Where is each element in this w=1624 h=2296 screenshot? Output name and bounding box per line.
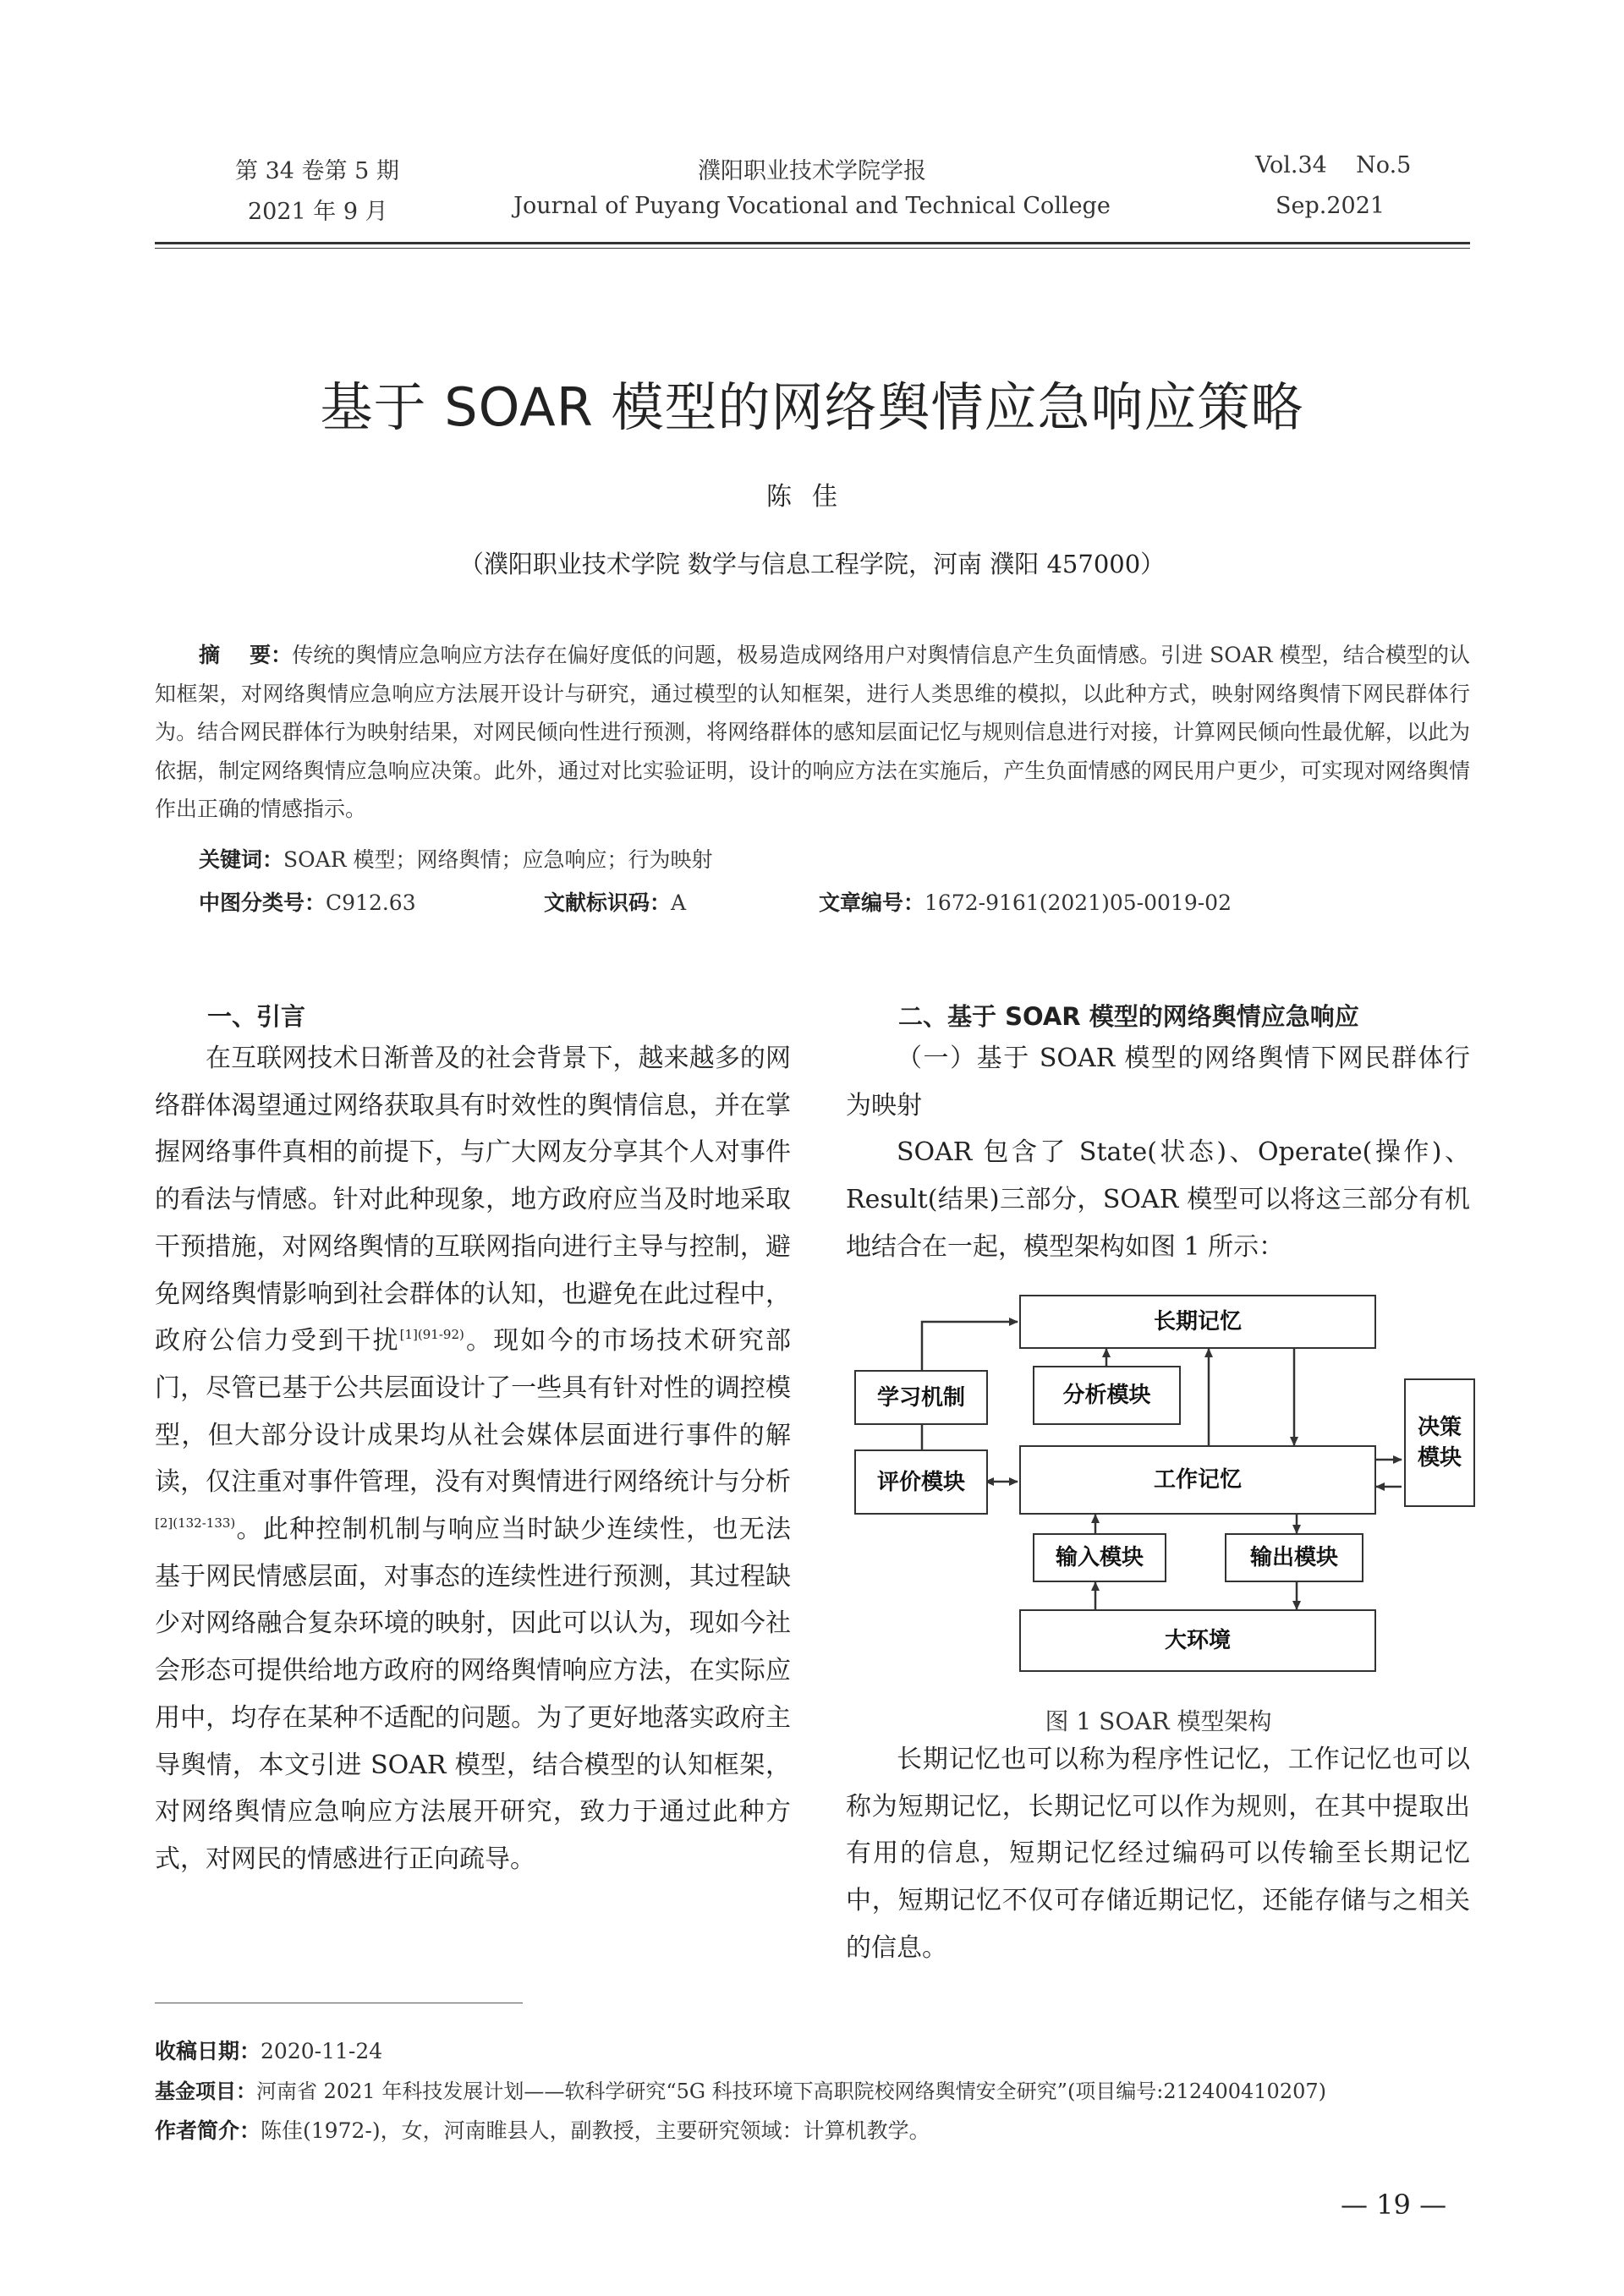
working-memory-box: 工作记忆 [1019, 1445, 1376, 1515]
article-number-label: 文章编号： [819, 890, 925, 915]
clc-number [199, 886, 416, 917]
introduction-body [155, 1035, 791, 1883]
keywords-label: 关键词： [199, 847, 284, 872]
section-heading-introduction: 一、引言 [207, 1002, 306, 1031]
journal-name-cn: 濮阳职业技术学院学报 [698, 158, 926, 184]
environment-box: 大环境 [1019, 1609, 1376, 1672]
evaluation-module-box: 评价模块 [854, 1449, 988, 1515]
document-code [544, 886, 686, 917]
subsection-heading: （一）基于 SOAR 模型的网络舆情下网民群体行为映射 [846, 1044, 1470, 1121]
fund-label: 基金项目： [155, 2080, 256, 2103]
page-number: — 19 — [1341, 2189, 1447, 2221]
author-affiliation: （濮阳职业技术学院 数学与信息工程学院，河南 濮阳 457000） [458, 550, 1166, 578]
long-term-memory-box: 长期记忆 [1019, 1295, 1376, 1349]
intro-text-part2: 。现如今的市场技术研究部门，尽管已基于公共层面设计了一些具有针对性的调控模型，但大部分设计成果均从社会媒体层面进行事件的解读，仅注重对事件管理，没有对舆情进行网络统计与分析 [155, 1326, 792, 1498]
header-rule-thick [155, 242, 1470, 244]
volume-number-en: Vol.34 No.5 [1255, 152, 1412, 178]
bio-label: 作者简介： [155, 2118, 261, 2143]
clc-label: 中图分类号： [199, 890, 326, 915]
header-rule-thin [155, 248, 1470, 249]
section-heading-soar: 二、基于 SOAR 模型的网络舆情应急响应 [898, 1002, 1359, 1031]
soar-paragraph-1: SOAR 包含了 State(状态)、Operate(操作)、Result(结果)三部分，SOAR 模型可以将这三部分有机地结合在一起，模型架构如图 1 所示： [846, 1137, 1470, 1262]
soar-paragraph-2: 长期记忆也可以称为程序性记忆，工作记忆也可以称为短期记忆，长期记忆可以作为规则，在其中提取出有用的信息，短期记忆经过编码可以传输至长期记忆中，短期记忆不仅可存储近期记忆，还能存储与之相关的信息。 [846, 1745, 1470, 1963]
abstract-text: 传统的舆情应急响应方法存在偏好度低的问题，极易造成网络用户对舆情信息产生负面情感。引进 SOAR 模型，结合模型的认知框架，对网络舆情应急响应方法展开设计与研究，通过模型的认知框架，进行人类思维的模拟，以此种方式，映射网络舆情下网民群体行为。结合网民群体行为映射结果，对网民倾向性进行预测，将网络群体的感知层面记忆与规则信息进行对接，计算网民倾向性最优解，以此为依据，制定网络舆情应急响应决策。此外，通过对比实验证明，设计的响应方法在实施后，产生负面情感的网民用户更少，可实现对网络舆情作出正确的情感指示。 [155, 643, 1470, 821]
fund-project [155, 2074, 1326, 2104]
publication-date: 2021 年 9 月 [248, 199, 388, 225]
soar-section-body-continued [846, 1736, 1470, 1972]
fund-value: 河南省 2021 年科技发展计划——软科学研究“5G 科技环境下高职院校网络舆情安全研究”(项目编号:212400410207) [256, 2080, 1326, 2103]
introduction-paragraph [155, 1035, 791, 1883]
intro-text-part1: 在互联网技术日渐普及的社会背景下，越来越多的网络群体渴望通过网络获取具有时效性的舆情信息，并在掌握网络事件真相的前提下，与广大网友分享其个人对事件的看法与情感。针对此种现象，地方政府应当及时地采取干预措施，对网络舆情的互联网指向进行主导与控制，避免网络舆情影响到社会群体的认知，也避免在此过程中，政府公信力受到干扰 [155, 1044, 791, 1356]
arrow-learning-to-ltm [922, 1322, 1018, 1370]
learning-mechanism-box: 学习机制 [854, 1370, 988, 1425]
keywords [199, 843, 712, 874]
author-bio [155, 2114, 930, 2145]
citation-1: [1](91-92) [399, 1327, 464, 1343]
keywords-text: SOAR 模型；网络舆情；应急响应；行为映射 [283, 847, 713, 872]
input-module-box: 输入模块 [1033, 1533, 1166, 1582]
received-value: 2020-11-24 [261, 2039, 383, 2063]
document-code-value: A [671, 890, 687, 915]
soar-section-body [846, 1035, 1470, 1271]
clc-value: C912.63 [326, 890, 416, 915]
article-number [819, 886, 1232, 917]
article-number-value: 1672-9161(2021)05-0019-02 [924, 890, 1232, 915]
abstract-label: 摘 要： [199, 643, 293, 667]
citation-2: [2](132-133) [155, 1515, 236, 1532]
decision-module-box: 决策 模块 [1404, 1378, 1475, 1507]
figure-caption: 图 1 SOAR 模型架构 [1045, 1707, 1272, 1735]
bio-value: 陈佳(1972-)，女，河南睢县人，副教授，主要研究领域：计算机教学。 [261, 2118, 930, 2143]
received-label: 收稿日期： [155, 2039, 261, 2063]
received-date [155, 2035, 382, 2065]
analysis-module-box: 分析模块 [1033, 1366, 1181, 1425]
author-name: 陈佳 [766, 482, 858, 512]
intro-text-part3: 。此种控制机制与响应当时缺少连续性，也无法基于网民情感层面，对事态的连续性进行预测，其过程缺少对网络融合复杂环境的映射，因此可以认为，现如今社会形态可提供给地方政府的网络舆情响应方法，在实际应用中，均存在某种不适配的问题。为了更好地落实政府主导舆情，本文引进 SOAR 模型，结合模型的认知框架，对网络舆情应急响应方法展开研究，致力于通过此种方式，对网民的情感进行正向疏导。 [155, 1515, 791, 1874]
journal-name-en: Journal of Puyang Vocational and Technical College [513, 193, 1111, 219]
date-en: Sep.2021 [1276, 193, 1385, 219]
volume-issue: 第 34 卷第 5 期 [235, 158, 399, 184]
article-title: 基于 SOAR 模型的网络舆情应急响应策略 [320, 376, 1304, 438]
abstract [155, 636, 1470, 829]
document-code-label: 文献标识码： [544, 890, 672, 915]
output-module-box: 输出模块 [1225, 1533, 1363, 1582]
